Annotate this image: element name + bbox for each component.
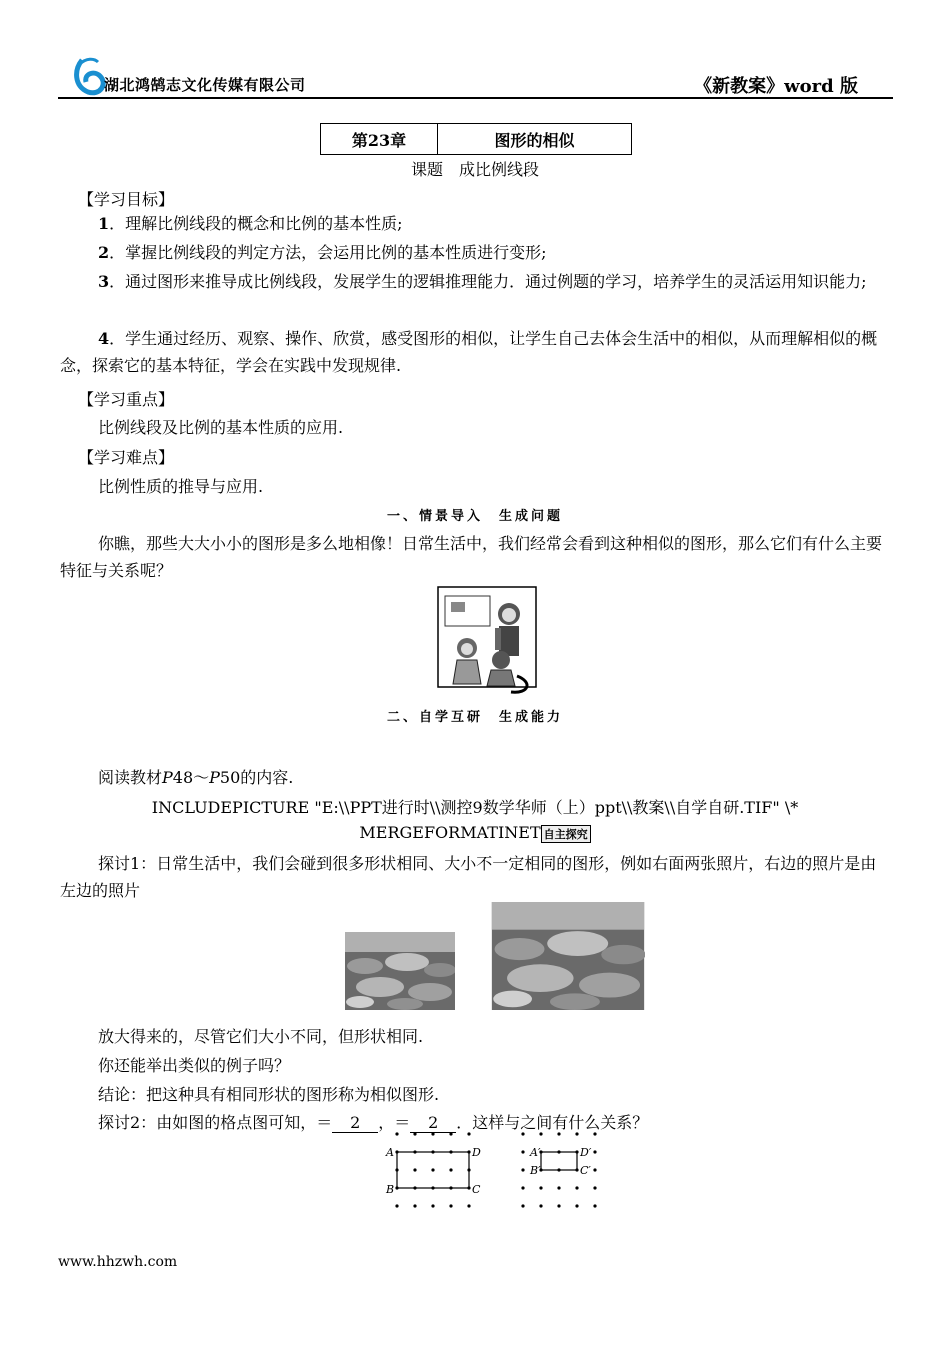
rectangle-abcd-prime bbox=[541, 1152, 577, 1170]
objectives-heading: 【学习目标】 bbox=[78, 190, 175, 209]
lattice-dot bbox=[521, 1132, 524, 1135]
lattice-dot bbox=[593, 1204, 596, 1207]
discussion1: 探讨1：日常生活中，我们会碰到很多形状相同、大小不一定相同的图形，例如右面两张照片，右边的照片是由左边的照片 bbox=[60, 854, 877, 900]
lattice-dot bbox=[575, 1204, 578, 1207]
lattice-dot bbox=[575, 1132, 578, 1135]
lattice-diagram bbox=[380, 1130, 610, 1210]
label-a-prime: A′ bbox=[530, 1146, 541, 1159]
lattice-dot bbox=[575, 1186, 578, 1189]
lattice-dot bbox=[395, 1204, 398, 1207]
header-divider bbox=[58, 97, 893, 99]
label-a: A bbox=[386, 1146, 394, 1159]
lattice-dot bbox=[413, 1132, 416, 1135]
lattice-dot bbox=[395, 1132, 398, 1135]
label-d-prime: D′ bbox=[580, 1146, 592, 1159]
lattice-dot bbox=[557, 1204, 560, 1207]
lattice-dot bbox=[449, 1204, 452, 1207]
difficulties-heading: 【学习难点】 bbox=[78, 448, 175, 467]
label-c: C bbox=[472, 1183, 481, 1196]
objective-2: 2．掌握比例线段的判定方法，会运用比例的基本性质进行变形; bbox=[98, 243, 547, 262]
lattice-dot bbox=[521, 1186, 524, 1189]
lattice-dot bbox=[593, 1150, 596, 1153]
label-b: B bbox=[386, 1183, 395, 1196]
lattice-dot bbox=[539, 1204, 542, 1207]
label-b-prime: B′ bbox=[530, 1164, 541, 1177]
discussion1-continued: 放大得来的，尽管它们大小不同，但形状相同. bbox=[98, 1027, 424, 1046]
section2-title: 二、自学互研 生成能力 bbox=[386, 710, 563, 725]
objective-4: 4．学生通过经历、观察、操作、欣赏，感受图形的相似，让学生自己去体会生活中的相似，从而理解相似的概念，探索它的基本特征，学会在实践中发现规律. bbox=[60, 329, 878, 375]
children-illustration bbox=[437, 586, 537, 696]
include-field-line2: MERGEFORMATINET 自主探究 bbox=[0, 823, 950, 843]
lattice-dot bbox=[557, 1132, 560, 1135]
difficulties-text: 比例性质的推导与应用. bbox=[98, 477, 264, 496]
lattice-dot bbox=[467, 1204, 470, 1207]
include-field-line1: INCLUDEPICTURE "E:\\PPT进行时\\测控9数学华师（上）ppt\\教案\\自学自研.TIF" \* bbox=[151, 798, 799, 817]
header-company: 湖北鸿鹄志文化传媒有限公司 bbox=[104, 76, 306, 94]
lotus-photo-small bbox=[345, 932, 455, 1010]
lattice-dot bbox=[521, 1168, 524, 1171]
lattice-dot bbox=[539, 1186, 542, 1189]
lattice-dot bbox=[449, 1132, 452, 1135]
lattice-dot bbox=[593, 1168, 596, 1171]
answer-blank-2: 2 bbox=[410, 1113, 456, 1133]
lattice-dot bbox=[521, 1204, 524, 1207]
lattice-dot bbox=[431, 1204, 434, 1207]
question-text: 你还能举出类似的例子吗？ bbox=[98, 1056, 291, 1075]
lattice-dot bbox=[557, 1186, 560, 1189]
lattice-dot bbox=[539, 1132, 542, 1135]
lattice-dot bbox=[521, 1150, 524, 1153]
section1-title: 一、情景导入 生成问题 bbox=[386, 509, 563, 524]
lattice-dot bbox=[593, 1186, 596, 1189]
section1-text: 你瞧，那些大大小小的图形是多么地相像！日常生活中，我们经常会看到这种相似的图形，那么它们有什么主要特征与关系呢？ bbox=[60, 534, 883, 580]
lesson-title: 课题 成比例线段 bbox=[410, 160, 539, 179]
self-study-badge: 自主探究 bbox=[541, 825, 591, 843]
lattice-dot bbox=[467, 1132, 470, 1135]
chapter-number: 第23章 bbox=[321, 124, 438, 154]
lattice-dot bbox=[413, 1168, 416, 1171]
chapter-box bbox=[320, 123, 632, 155]
lattice-dot bbox=[431, 1132, 434, 1135]
reading-instruction: 阅读教材P48～P50的内容. bbox=[98, 768, 294, 787]
key-points-heading: 【学习重点】 bbox=[78, 390, 175, 409]
objective-1: 1．理解比例线段的概念和比例的基本性质; bbox=[98, 214, 403, 233]
lattice-left-dots bbox=[395, 1132, 470, 1207]
lattice-dot bbox=[431, 1168, 434, 1171]
header-brand: 《新教案》word 版 bbox=[694, 76, 858, 97]
lattice-dot bbox=[413, 1204, 416, 1207]
chapter-title: 图形的相似 bbox=[494, 130, 575, 150]
key-points-text: 比例线段及比例的基本性质的应用. bbox=[98, 418, 344, 437]
conclusion: 结论：把这种具有相同形状的图形称为相似图形. bbox=[98, 1085, 440, 1104]
answer-blank-1: 2 bbox=[332, 1113, 378, 1133]
label-d: D bbox=[472, 1146, 481, 1159]
lotus-photo-large bbox=[491, 902, 645, 1010]
label-c-prime: C′ bbox=[580, 1164, 591, 1177]
lattice-dot bbox=[593, 1132, 596, 1135]
footer-url: www.hhzwh.com bbox=[58, 1254, 178, 1270]
objective-3: 3．通过图形来推导成比例线段，发展学生的逻辑推理能力．通过例题的学习，培养学生的灵活运用知识能力; bbox=[98, 272, 867, 291]
discussion2: 探讨2：由如图的格点图可知，＝ 2 ，＝ 2 ．这样与之间有什么关系？ bbox=[98, 1113, 649, 1132]
lattice-dot bbox=[449, 1168, 452, 1171]
